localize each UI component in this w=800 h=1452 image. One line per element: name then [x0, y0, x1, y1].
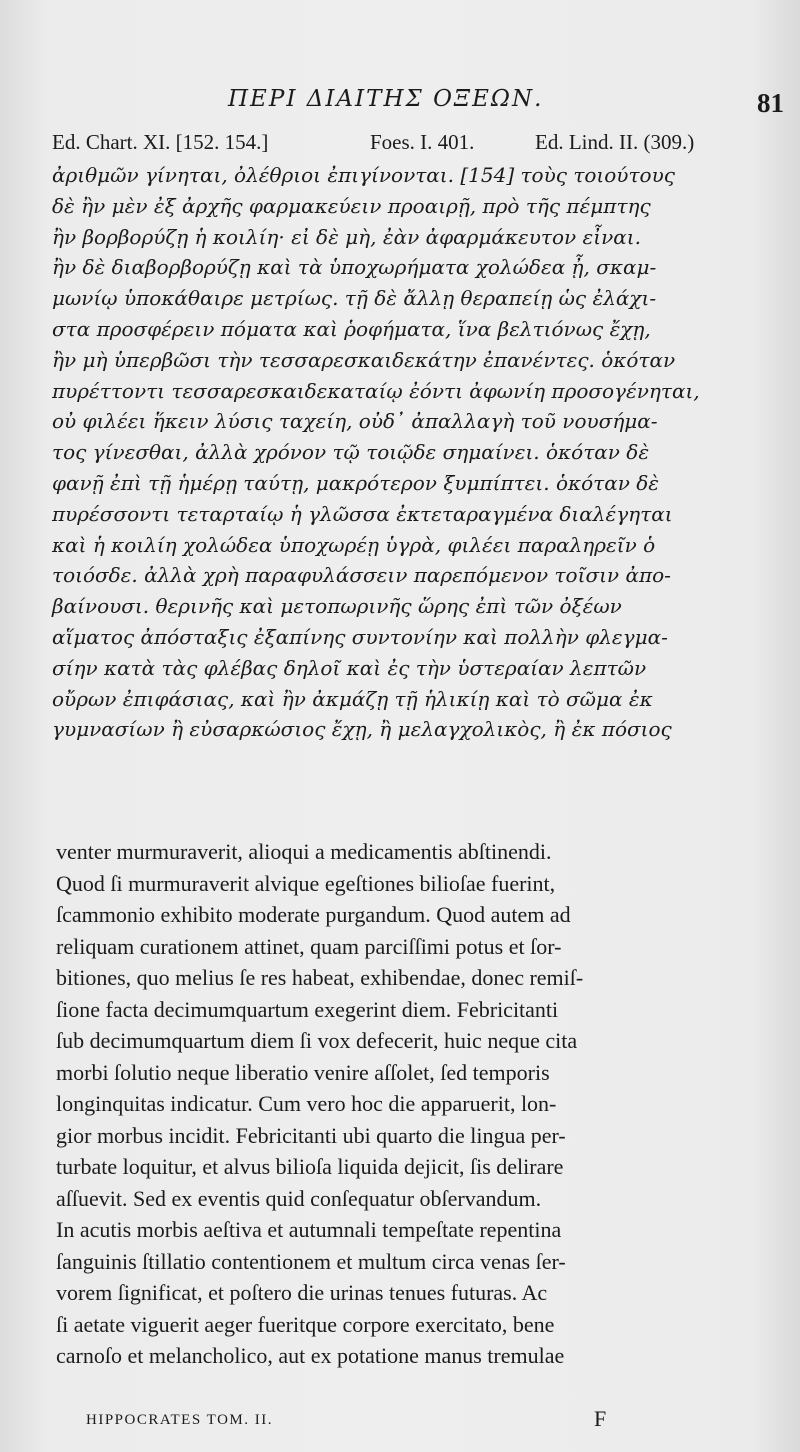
latin-line: ſi aetate viguerit aeger fueritque corpore exercitato, bene: [56, 1311, 555, 1337]
greek-line: οὔρων ἐπιφάσιας, καὶ ἢν ἀκμάζῃ τῇ ἡλικίῃ καὶ τὸ σῶμα ἐκ: [52, 686, 653, 711]
page-footer: [86, 1406, 706, 1436]
greek-line: βαίνουσι. θερινῆς καὶ μετοπωρινῆς ὥρης ἐπὶ τῶν ὀξέων: [52, 594, 622, 619]
page-number: 81: [757, 88, 784, 118]
greek-line: δὲ ἢν μὲν ἐξ ἀρχῆς φαρμακεύειν προαιρῇ, πρὸ τῆς πέμπτης: [52, 193, 651, 218]
greek-line: πυρέσσοντι τεταρταίῳ ἡ γλῶσσα ἐκτεταραγμένα διαλέγηται: [52, 501, 673, 526]
latin-line: ſcammonio exhibito moderate purgandum. Quod autem ad: [56, 902, 571, 927]
latin-translation-block: [56, 836, 756, 1372]
greek-line: γυμνασίων ἢ εὐσαρκώσιος ἔχῃ, ἢ μελαγχολικὸς, ἢ ἐκ πόσιος: [52, 717, 672, 742]
latin-line: bitiones, quo melius ſe res habeat, exhibendae, donec remiſ-: [56, 965, 584, 990]
greek-line: ἢν βορβορύζῃ ἡ κοιλίη· εἰ δὲ μὴ, ἐὰν ἀφαρμάκευτον εἶναι.: [52, 224, 641, 249]
greek-line: φανῇ ἐπὶ τῇ ἡμέρῃ ταύτῃ, μακρότερον ξυμπίπτει. ὁκόταν δὲ: [52, 470, 660, 495]
greek-line: τος γίνεσθαι, ἀλλὰ χρόνον τῷ τοιῷδε σημαίνει. ὁκόταν δὲ: [52, 440, 650, 465]
latin-line: ſanguinis ſtillatio contentionem et multum circa venas ſer-: [56, 1248, 566, 1274]
latin-line: gior morbus incidit. Febricitanti ubi quarto die lingua per-: [56, 1122, 566, 1148]
greek-line: ἢν μὴ ὑπερβῶσι τὴν τεσσαρεσκαιδεκάτην ἐπανέντες. ὁκόταν: [52, 347, 676, 372]
latin-line: longinquitas indicatur. Cum vero hoc die apparuerit, lon-: [56, 1091, 557, 1116]
latin-line: aſſuevit. Sed ex eventis quid conſequatur obſervandum.: [56, 1185, 542, 1211]
greek-line: ἀριθμῶν γίνηται, ὀλέθριοι ἐπιγίνονται. [154] τοὺς τοιούτους: [52, 163, 675, 187]
greek-text-block: [52, 160, 752, 745]
edition-references: [52, 130, 742, 158]
running-title: ΠΕΡΙ ΔΙΑΙΤΗΣ ΟΞΕΩΝ.: [228, 86, 544, 112]
running-head: [0, 86, 800, 116]
latin-line: Quod ſi murmuraverit alvique egeſtiones bilioſae fuerint,: [56, 870, 556, 896]
edition-ref-foes: Foes. I. 401.: [370, 130, 475, 154]
latin-line: ſione facta decimumquartum exegerint diem. Febricitanti: [56, 996, 559, 1022]
greek-line: οὐ φιλέει ἥκειν λύσις ταχείη, οὐδ᾽ ἀπαλλαγὴ τοῦ νουσήμα-: [52, 409, 658, 434]
volume-signature: HIPPOCRATES TOM. II.: [86, 1412, 273, 1428]
sheet-mark: F: [594, 1406, 607, 1431]
latin-line: reliquam curationem attinet, quam parciſſimi potus et ſor-: [56, 933, 562, 959]
edition-ref-lind: Ed. Lind. II. (309.): [535, 130, 695, 154]
greek-line: στα προσφέρειν πόματα καὶ ῥοφήματα, ἵνα βελτιόνως ἔχῃ,: [52, 316, 651, 341]
latin-line: ſub decimumquartum diem ſi vox defecerit, huic neque cita: [56, 1028, 578, 1053]
greek-line: ἢν δὲ διαβορβορύζῃ καὶ τὰ ὑποχωρήματα χολώδεα ᾖ, σκαμ-: [52, 255, 657, 280]
greek-line: μωνίῳ ὑποκάθαιρε μετρίως. τῇ δὲ ἄλλῃ θεραπείῃ ὡς ἐλάχι-: [52, 286, 657, 311]
greek-line: σίην κατὰ τὰς φλέβας δηλοῖ καὶ ἐς τὴν ὑστεραίαν λεπτῶν: [52, 655, 647, 680]
edition-ref-chart: Ed. Chart. XI. [152. 154.]: [52, 130, 269, 154]
greek-line: τοιόσδε. ἀλλὰ χρὴ παραφυλάσσειν παρεπόμενον τοῖσιν ἀπο-: [52, 563, 671, 588]
greek-line: αἵματος ἀπόσταξις ἐξαπίνης συντονίην καὶ πολλὴν φλεγμα-: [52, 624, 668, 649]
latin-line: In acutis morbis aeſtiva et autumnali tempeſtate repentina: [56, 1217, 562, 1242]
latin-line: venter murmuraverit, alioqui a medicamentis abſtinendi.: [56, 839, 552, 864]
latin-line: morbi ſolutio neque liberatio venire aſſolet, ſed temporis: [56, 1059, 550, 1085]
latin-line: carnoſo et melancholico, aut ex potatione manus tremulae: [56, 1343, 565, 1368]
latin-line: turbate loquitur, et alvus bilioſa liquida dejicit, ſis delirare: [56, 1154, 564, 1179]
latin-line: vorem ſignificat, et poſtero die urinas tenues futuras. Ac: [56, 1280, 548, 1305]
greek-line: καὶ ἡ κοιλίη χολώδεα ὑποχωρέῃ ὑγρὰ, φιλέει παραληρεῖν ὁ: [52, 532, 656, 557]
greek-line: πυρέττοντι τεσσαρεσκαιδεκαταίῳ ἐόντι ἀφωνίη προσογένηται,: [52, 378, 700, 403]
